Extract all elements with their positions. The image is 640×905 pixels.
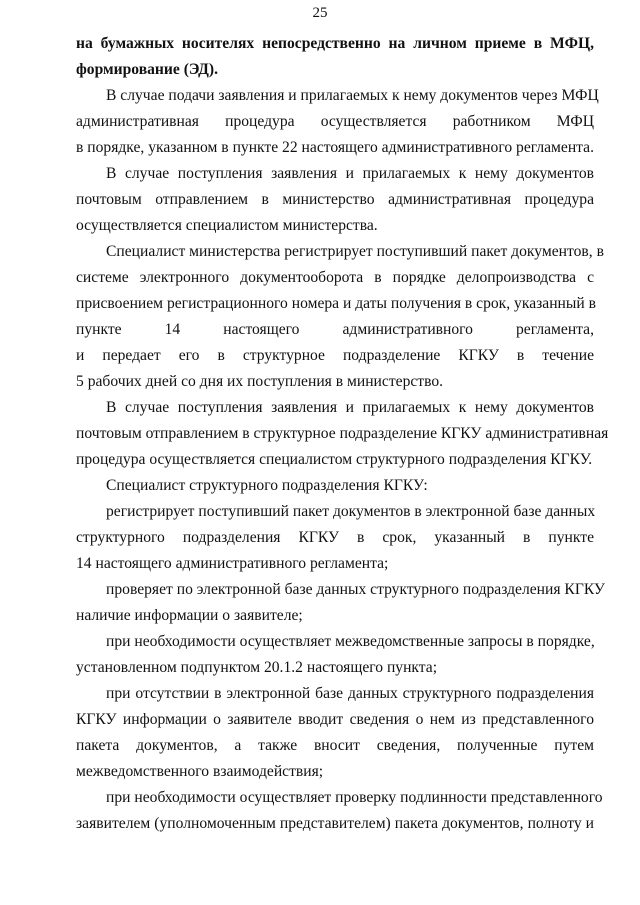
text-line: КГКУ информации о заявителе вводит сведения о нем из представленного	[76, 711, 594, 728]
text-line: пакета документов, а также вносит сведения, полученные путем	[76, 737, 594, 754]
text-line: на бумажных носителях непосредственно на личном приеме в МФЦ,	[76, 35, 594, 52]
text-line: заявителем (уполномоченным представителем) пакета документов, полноту и	[76, 815, 594, 832]
text-line: формирование (ЭД).	[76, 61, 218, 78]
text-line: почтовым отправлением в министерство административная процедура	[76, 191, 594, 208]
text-line: почтовым отправлением в структурное подразделение КГКУ административная	[76, 425, 609, 442]
text-line: административная процедура осуществляется работником МФЦ	[76, 113, 594, 130]
text-line: наличие информации о заявителе;	[76, 607, 303, 624]
text-line: присвоением регистрационного номера и даты получения в срок, указанный в	[76, 295, 596, 312]
page-number: 25	[312, 5, 328, 21]
text-line: межведомственного взаимодействия;	[76, 763, 324, 780]
text-line: 5 рабочих дней со дня их поступления в министерство.	[76, 373, 444, 390]
paragraph-first-line: регистрирует поступивший пакет документов в электронной базе данных	[106, 503, 596, 520]
paragraph-first-line: В случае поступления заявления и прилагаемых к нему документов	[106, 165, 594, 182]
paragraph-first-line: при необходимости осуществляет проверку подлинности представленного	[106, 789, 603, 806]
text-line: в порядке, указанном в пункте 22 настоящего административного регламента.	[76, 139, 595, 156]
paragraph-first-line: Специалист структурного подразделения КГКУ:	[106, 477, 428, 494]
document-body	[76, 31, 609, 837]
text-line: установленном подпунктом 20.1.2 настоящего пункта;	[76, 659, 438, 676]
paragraph-first-line: при необходимости осуществляет межведомственные запросы в порядке,	[106, 633, 595, 650]
paragraph-first-line: В случае поступления заявления и прилагаемых к нему документов	[106, 399, 594, 416]
text-line: процедура осуществляется специалистом структурного подразделения КГКУ.	[76, 451, 593, 468]
text-line: структурного подразделения КГКУ в срок, указанный в пункте	[76, 529, 594, 546]
paragraph-first-line: В случае подачи заявления и прилагаемых к нему документов через МФЦ	[106, 87, 599, 104]
text-line: 14 настоящего административного регламента;	[76, 555, 389, 572]
text-line: осуществляется специалистом министерства.	[76, 217, 378, 234]
paragraph-first-line: Специалист министерства регистрирует поступивший пакет документов, в	[106, 243, 604, 260]
text-line: и передает его в структурное подразделение КГКУ в течение	[76, 347, 594, 364]
text-line: системе электронного документооборота в порядке делопроизводства с	[76, 269, 594, 286]
paragraph-first-line: при отсутствии в электронной базе данных структурного подразделения	[106, 685, 594, 702]
text-line: пункте 14 настоящего административного регламента,	[76, 321, 594, 338]
paragraph-first-line: проверяет по электронной базе данных структурного подразделения КГКУ	[106, 581, 605, 598]
